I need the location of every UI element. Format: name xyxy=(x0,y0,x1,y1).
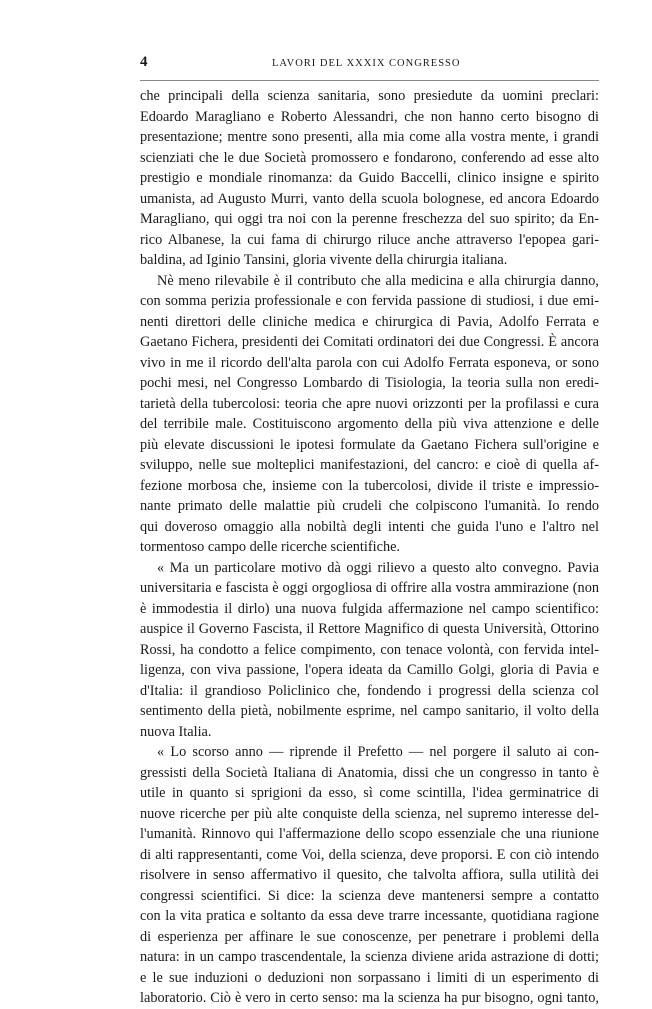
text-line: Rossi, ha condotto a felice compimento, con tenace volontà, con fervida intel- xyxy=(140,641,599,658)
text-line: di esperienza per affinare le sue conoscenze, per penetrare i problemi della xyxy=(140,928,599,945)
paragraph xyxy=(140,86,599,271)
text-line: gressisti della Società Italiana di Anatomia, dissi che un congresso in tanto è xyxy=(140,764,599,781)
text-line: baldina, ad Iginio Tansini, gloria vivente della chirurgia italiana. xyxy=(140,252,508,268)
text-line: auspice il Governo Fascista, il Rettore Magnifico di questa Università, Ottorino xyxy=(140,621,599,637)
text-line: sentimento della pietà, nobilmente esprime, nel campo sanitario, il volto della xyxy=(140,703,599,719)
text-line: natura: in un campo trascendentale, la scienza diviene arida astrazione di dotti; xyxy=(140,949,599,965)
text-line: qui doveroso omaggio alla nobiltà degli intenti che guida l'uno e l'altro nel xyxy=(140,518,599,535)
text-line: fezione morbosa che, insieme con la tubercolosi, divide il triste e impressio- xyxy=(140,477,599,494)
text-line: Gaetano Fichera, presidenti dei Comitati ordinatori dei due Congressi. È ancora xyxy=(140,334,599,350)
text-line: con la vita pratica e soltanto da essa deve trarre incessante, quotidiana ragione xyxy=(140,908,599,924)
text-line: nuova Italia. xyxy=(140,723,212,740)
text-line: ligenza, con viva passione, l'opera ideata da Camillo Golgi, gloria di Pavia e xyxy=(140,662,599,678)
text-line: rico Albanese, la cui fama di chirurgo riluce anche attraverso l'epopea gari- xyxy=(140,231,599,248)
text-line: prestigio e mondiale rinomanza: da Guido Baccelli, clinico insigne e spirito xyxy=(140,170,599,186)
text-line: umanista, ad Augusto Murri, vanto della scuola bolognese, ed ancora Edoardo xyxy=(140,190,599,207)
text-line: tarietà della tubercolosi: teoria che apre nuovi orizzonti per la profilassi e cura xyxy=(140,395,599,412)
text-line: vivo in me il ricordo dell'alta parola con cui Adolfo Ferrata esponeva, or sono xyxy=(140,354,599,371)
body-text xyxy=(140,86,599,1009)
text-line: con somma perizia professionale e con fervida passione di studiosi, i due emi- xyxy=(140,293,599,309)
text-line: universitaria e fascista è oggi orgogliosa di offrire alla vostra ammirazione (non xyxy=(140,580,599,596)
text-line: risolvere in senso affermativo il quesito, che talvolta affiora, sulla utilità dei xyxy=(140,867,599,883)
text-line: Edoardo Maragliano e Roberto Alessandri, che non hanno certo bisogno di xyxy=(140,108,599,125)
text-line: « Lo scorso anno — riprende il Prefetto — nel porgere il saluto ai con- xyxy=(157,744,599,760)
text-line: nenti direttori delle cliniche medica e chirurgica di Pavia, Adolfo Ferrata e xyxy=(140,313,599,330)
text-line: utile in quanto si sprigioni da esso, sì come scintilla, l'idea germinatrice di xyxy=(140,785,599,801)
text-line: di alti rappresentanti, come Voi, della scienza, deve proporsi. E con ciò intendo xyxy=(140,846,599,863)
text-line: Maragliano, qui oggi tra noi con la perenne freschezza del suo spirito; da En- xyxy=(140,211,599,227)
running-title: LAVORI DEL XXXIX CONGRESSO xyxy=(272,58,461,69)
text-line: sviluppo, nelle sue molteplici manifestazioni, del cancro: e cioè di quella af- xyxy=(140,457,599,473)
text-line: più elevate discussioni le ipotesi formulate da Gaetano Fichera sull'origine e xyxy=(140,436,599,453)
text-line: « Ma un particolare motivo dà oggi rilievo a questo alto convegno. Pavia xyxy=(157,559,599,576)
text-line: tormentoso campo delle ricerche scientifiche. xyxy=(140,539,401,555)
text-line: l'umanità. Rinnovo qui l'affermazione dello scopo essenziale che una riunione xyxy=(140,826,599,842)
text-line: Nè meno rilevabile è il contributo che alla medicina e alla chirurgia danno, xyxy=(157,272,599,289)
paragraph xyxy=(140,558,599,743)
paragraph xyxy=(140,742,599,1009)
text-line: del terribile male. Costituiscono argomento della più viva attenzione e delle xyxy=(140,416,599,432)
header-rule xyxy=(140,80,599,81)
text-line: nante primato delle malattie più crudeli che colpiscono l'umanità. Io rendo xyxy=(140,498,599,514)
text-line: d'Italia: il grandioso Policlinico che, fondendo i progressi della scienza col xyxy=(140,682,599,699)
text-line: nuove ricerche per più alte conquiste della scienza, nel supremo interesse del- xyxy=(140,805,599,822)
text-line: congressi scientifici. Si dice: la scienza deve mantenersi sempre a contatto xyxy=(140,887,599,904)
text-line: e le sue induzioni o deduzioni non sorpassano i limiti di un esperimento di xyxy=(140,969,599,986)
page-header xyxy=(110,54,600,76)
text-line: che principali della scienza sanitaria, sono presiedute da uomini preclari: xyxy=(140,88,599,104)
text-line: presentazione; mentre sono presenti, alla mia come alla vostra mente, i grandi xyxy=(140,129,599,145)
text-line: laboratorio. Ciò è vero in certo senso: ma la scienza ha pur bisogno, ogni tanto, xyxy=(140,990,599,1006)
text-line: scienziati che le due Società promossero e fondarono, conferendo ad esse alto xyxy=(140,149,599,166)
text-line: è immodestia il dirlo) una nuova fulgida affermazione nel campo scientifico: xyxy=(140,600,599,617)
page-number: 4 xyxy=(140,54,148,70)
paragraph xyxy=(140,271,599,558)
text-line: pochi mesi, nel Congresso Lombardo di Tisiologia, la teoria sulla non eredi- xyxy=(140,375,599,391)
